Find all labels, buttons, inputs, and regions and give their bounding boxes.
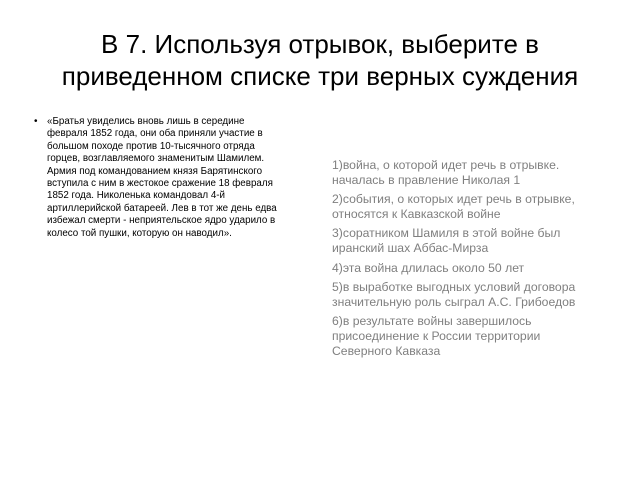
option-6: 6)в результате войны завершилось присоединение к России территории Северного Кавказа [332,314,541,358]
excerpt-list [34,116,286,240]
option-2: 2)события, о которых идет речь в отрывке, относятся к Кавказской войне [332,192,575,221]
option-5: 5)в выработке выгодных условий договора значительную роль сыграл А.С. Грибоедов [332,279,576,309]
slide-title: В 7. Используя отрывок, выберите в приведенном списке три верных суждения [61,29,579,91]
option-4: 4)эта война длилась около 50 лет [332,260,525,275]
option-1: 1)война, о которой идет речь в отрывке. началась в правление Николая 1 [332,158,560,187]
excerpt-text: • «Братья увиделись вновь лишь в середине февраля 1852 года, они оба приняли участие в большом походе против 10-тысячного отряда горцев, возглавляемого знаменитым Шамилем. Армия под командованием князя Барятинского вступила с ним в жестокое сражение 18 февраля 1852 года. Николенька командовал 4-й артиллерийской батареей. Лев в тот же день едва избежал смерти - неприятельское ядро ударило в колесо той пушки, которую он наводил». [34,116,286,240]
answer-options [332,158,602,363]
option-3: 3)соратником Шамиля в этой войне был иранский шах Аббас-Мирза [332,226,561,256]
